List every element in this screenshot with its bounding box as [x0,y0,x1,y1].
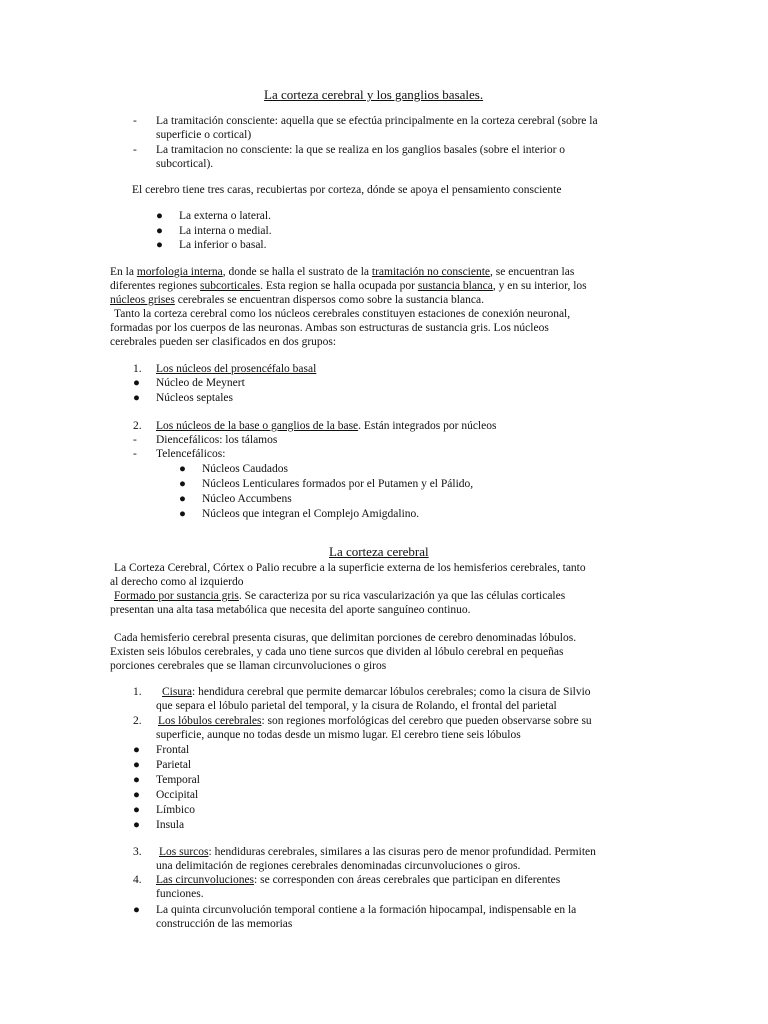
list-number: 2. [133,420,142,432]
list-item: Cisura: hendidura cerebral que permite demarcar lóbulos cerebrales; como la cisura de Silvio [162,686,591,698]
list-number: 4. [133,874,142,886]
paragraph-line: cerebrales pueden ser clasificados en dos grupos: [110,336,337,348]
bullet-icon: ● [156,210,163,222]
bullet-icon: ● [133,819,140,831]
list-item-cont: superficie o cortical) [156,129,252,141]
bullet-icon: ● [179,463,186,475]
paragraph-line: al derecho como al izquierdo [110,576,244,588]
bullet-icon: ● [133,804,140,816]
bullet-icon: ● [179,478,186,490]
bullet-icon: ● [179,493,186,505]
paragraph-line: Formado por sustancia gris. Se caracteriza por su rica vascularización ya que las células corticales [114,590,566,602]
bullet-icon: ● [156,239,163,251]
paragraph-line: núcleos grises cerebrales se encuentran dispersos como sobre la sustancia blanca. [110,294,484,306]
list-item: Núcleos que integran el Complejo Amigdalino. [202,508,420,520]
list-item: Núcleo de Meynert [156,377,245,389]
list-item: Las circunvoluciones: se corresponden con áreas cerebrales que participan en diferentes [156,874,561,886]
paragraph-line: En la morfologia interna, donde se halla el sustrato de la tramitación no consciente, se encuentran las [110,266,575,278]
list-number: 1. [133,686,142,698]
paragraph-line: formadas por los cuerpos de las neuronas. Ambas son estructuras de sustancia gris. Los núcleos [110,322,549,334]
list-item: Diencefálicos: los tálamos [156,434,278,446]
dash-marker: - [133,448,137,460]
bullet-icon: ● [133,392,140,404]
list-item-cont: construcción de las memorias [156,918,293,930]
paragraph-line: diferentes regiones subcorticales. Esta region se halla ocupada por sustancia blanca, y en su interior, los [110,280,587,292]
list-number: 3. [133,846,142,858]
paragraph-line: porciones cerebrales que se llaman circunvoluciones o giros [110,660,387,672]
list-item-cont: funciones. [156,888,204,900]
list-item-cont: superficie, aunque no todas desde un mismo lugar. El cerebro tiene seis lóbulos [156,729,521,741]
list-item: La interna o medial. [179,225,272,237]
list-item: Telencefálicos: [156,448,226,460]
paragraph-line: Existen seis lóbulos cerebrales, y cada uno tiene surcos que dividen al lóbulo cerebral en pequeñas [110,646,564,658]
bullet-icon: ● [133,789,140,801]
list-number: 1. [133,363,142,375]
paragraph-line: presentan una alta tasa metabólica que necesita del aporte sanguíneo continuo. [110,604,471,616]
list-item: Temporal [156,774,200,786]
bullet-icon: ● [133,904,140,916]
dash-marker: - [133,434,137,446]
list-number: 2. [133,715,142,727]
list-item: La quinta circunvolución temporal contiene a la formación hipocampal, indispensable en la [156,904,577,916]
list-item: Núcleos septales [156,392,233,404]
list-item: Los núcleos de la base o ganglios de la base. Están integrados por núcleos [156,420,497,432]
list-item: La externa o lateral. [179,210,271,222]
dash-marker: - [133,144,137,156]
bullet-icon: ● [179,508,186,520]
paragraph-line: Cada hemisferio cerebral presenta cisuras, que delimitan porciones de cerebro denominadas lóbulos. [114,632,577,644]
list-item: Los lóbulos cerebrales: son regiones morfológicas del cerebro que pueden observarse sobre su [158,715,592,727]
page-title: La corteza cerebral y los ganglios basales. [264,87,484,102]
list-item: Parietal [156,759,192,771]
list-item-cont: subcortical). [156,158,214,170]
list-item: La inferior o basal. [179,239,267,251]
bullet-icon: ● [133,774,140,786]
list-item: Núcleos Lenticulares formados por el Putamen y el Pálido, [202,478,474,490]
bullet-icon: ● [133,744,140,756]
list-item: La tramitación consciente: aquella que se efectúa principalmente en la corteza cerebral (sobre la [156,115,598,127]
dash-marker: - [133,115,137,127]
paragraph-line: Tanto la corteza cerebral como los núcleos cerebrales constituyen estaciones de conexión neuronal, [114,308,571,320]
list-item: Occipital [156,789,199,801]
bullet-icon: ● [133,759,140,771]
list-item-cont: que separa el lóbulo parietal del temporal, y la cisura de Rolando, el frontal del parietal [156,700,557,712]
paragraph-line: La Corteza Cerebral, Córtex o Palio recubre a la superficie externa de los hemisferios cerebrales, tanto [114,562,586,574]
list-item: Los surcos: hendiduras cerebrales, similares a las cisuras pero de menor profundidad. Permiten [159,846,596,858]
list-item: Núcleos Caudados [202,463,288,475]
list-item: Límbico [156,804,195,816]
list-item: Insula [156,819,185,831]
list-item: La tramitacion no consciente: la que se realiza en los ganglios basales (sobre el interior o [156,144,566,156]
list-item-cont: una delimitación de regiones cerebrales denominadas circunvoluciones o giros. [156,860,521,872]
section-title: La corteza cerebral [329,544,429,559]
list-item: Núcleo Accumbens [202,493,292,505]
paragraph: El cerebro tiene tres caras, recubiertas por corteza, dónde se apoya el pensamiento consciente [132,184,562,196]
list-item: Frontal [156,744,190,756]
list-item-heading: Los núcleos del prosencéfalo basal [156,363,317,375]
bullet-icon: ● [156,225,163,237]
bullet-icon: ● [133,377,140,389]
